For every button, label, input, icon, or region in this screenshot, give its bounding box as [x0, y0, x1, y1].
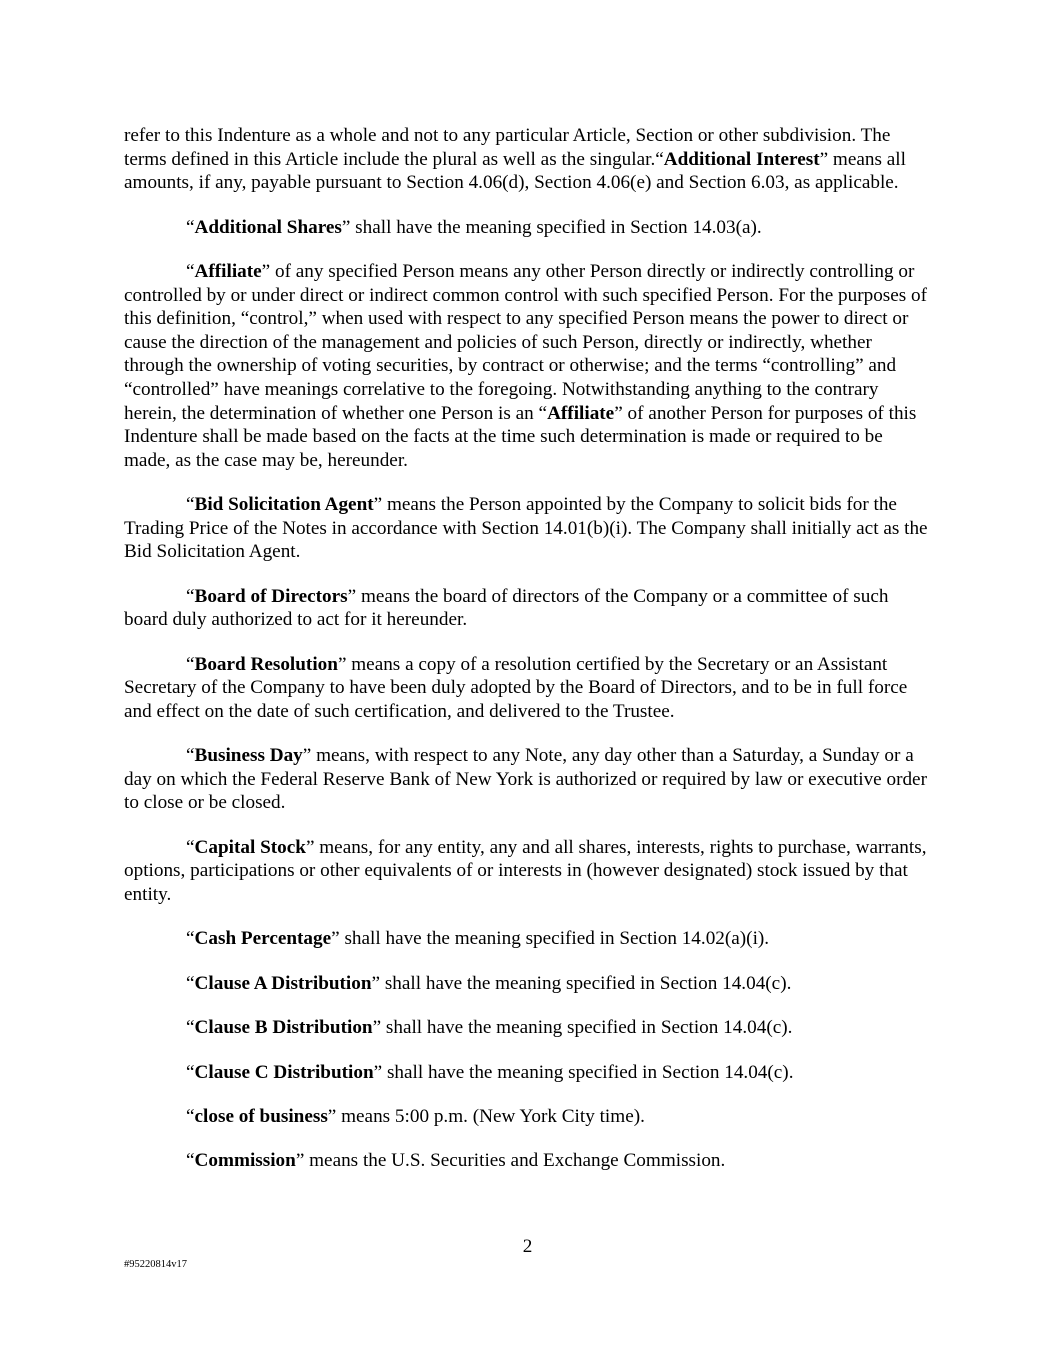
definition-clause-a-distribution: “Clause A Distribution” shall have the meaning specified in Section 14.04(c).: [186, 972, 792, 994]
intro-text-end: ” means all amounts, if any, payable pursuant to Section 4.06(d), Section 4.06(e) and Section 6.03, as applicable.: [124, 148, 906, 194]
definition-affiliate: “Affiliate” of any specified Person means any other Person directly or indirectly controlling or controlled by or under direct or indirect common control with such specified Person. For the purposes of this definition, “control,” when used with respect to any specified Person means the power to direct or cause the direction of the management and policies of such Person, directly or indirectly, whether through the ownership of voting securities, by contract or otherwise; and the terms “controlling” and “controlled” have meanings correlative to the foregoing. Notwithstanding anything to the contrary herein, the determination of whether one Person is an “Affiliate” of another Person for purposes of this Indenture shall be made based on the facts at the time such determination is made or required to be made, as the case may be, hereunder.: [124, 260, 928, 471]
definition-text: ” means the U.S. Securities and Exchange Commission.: [295, 1150, 726, 1172]
defined-term: Affiliate: [547, 402, 615, 424]
definition-cash-percentage: “Cash Percentage” shall have the meaning specified in Section 14.02(a)(i).: [186, 928, 770, 950]
defined-term: Commission: [194, 1150, 296, 1172]
defined-term: Additional Interest: [663, 148, 820, 170]
definition-text: ” shall have the meaning specified in Section 14.03(a).: [341, 216, 762, 238]
definition-text: ” means, for any entity, any and all shares, interests, rights to purchase, warrants, options, participations or other equivalents of or interests in (however designated) stock issued by that entity.: [124, 836, 927, 906]
definition-text: ” means 5:00 p.m. (New York City time).: [327, 1105, 645, 1127]
defined-term: Board Resolution: [194, 653, 338, 675]
defined-term: Cash Percentage: [194, 928, 332, 950]
document-body: [124, 124, 932, 1194]
definition-additional-shares: “Additional Shares” shall have the meaning specified in Section 14.03(a).: [186, 216, 762, 238]
definition-bid-solicitation-agent: “Bid Solicitation Agent” means the Person appointed by the Company to solicit bids for the Trading Price of the Notes in accordance with Section 14.01(b)(i). The Company shall initially act as the Bid Solicitation Agent.: [124, 494, 928, 563]
definition-text: ” means a copy of a resolution certified by the Secretary or an Assistant Secretary of the Company to have been duly adopted by the Board of Directors, and to be in full force and effect on the date of such certification, and delivered to the Trustee.: [124, 653, 908, 722]
defined-term: Clause B Distribution: [194, 1017, 373, 1039]
definition-board-of-directors: “Board of Directors” means the board of directors of the Company or a committee of such board duly authorized to act for it hereunder.: [124, 585, 889, 631]
definition-text: ” means the Person appointed by the Company to solicit bids for the Trading Price of the Notes in accordance with Section 14.01(b)(i). The Company shall initially act as the Bid Solicitation Agent.: [124, 494, 928, 563]
definition-board-resolution: “Board Resolution” means a copy of a resolution certified by the Secretary or an Assistant Secretary of the Company to have been duly adopted by the Board of Directors, and to be in full force and effect on the date of such certification, and delivered to the Trustee.: [124, 653, 908, 722]
definition-capital-stock: “Capital Stock” means, for any entity, any and all shares, interests, rights to purchase, warrants, options, participations or other equivalents of or interests in (however designated) stock issued by that entity.: [124, 836, 927, 906]
defined-term: Additional Shares: [194, 216, 342, 238]
defined-term: Capital Stock: [194, 836, 306, 858]
defined-term: Bid Solicitation Agent: [194, 494, 374, 516]
document-id: #95220814v17: [124, 1259, 187, 1270]
defined-term: Business Day: [194, 745, 303, 767]
page-number: 2: [522, 1236, 533, 1257]
definition-text: ” means the board of directors of the Company or a committee of such board duly authorized to act for it hereunder.: [124, 585, 889, 631]
definition-clause-c-distribution: “Clause C Distribution” shall have the meaning specified in Section 14.04(c).: [186, 1061, 794, 1083]
definition-text: ” shall have the meaning specified in Section 14.04(c).: [373, 1061, 794, 1083]
intro-text-start: refer to this Indenture as a whole and not to any particular Article, Section or other subdivision. The terms defined in this Article include the plural as well as the singular.“: [124, 125, 891, 170]
defined-term: close of business: [194, 1105, 328, 1127]
definition-text: ” means, with respect to any Note, any day other than a Saturday, a Sunday or a day on which the Federal Reserve Bank of New York is authorized or required by law or executive order to close or be closed.: [124, 745, 927, 814]
defined-term: Affiliate: [194, 260, 262, 282]
definition-text: ” of any specified Person means any other Person directly or indirectly controlling or controlled by or under direct or indirect common control with such specified Person. For the purposes of this definition, “control,” when used with respect to any specified Person means the power to direct or cause the direction of the management and policies of such Person, directly or indirectly, whether through the ownership of voting securities, by contract or otherwise; and the terms “controlling” and “controlled” have meanings correlative to the foregoing. Notwithstanding anything to the contrary herein, the determination of whether one Person is an “: [124, 260, 928, 424]
definition-text: ” shall have the meaning specified in Section 14.04(c).: [371, 972, 792, 994]
defined-term: Board of Directors: [194, 585, 348, 607]
definition-close-of-business: “close of business” means 5:00 p.m. (New York City time).: [186, 1105, 645, 1127]
defined-term: Clause A Distribution: [194, 972, 372, 994]
intro-paragraph: [124, 124, 932, 195]
definition-text: ” shall have the meaning specified in Section 14.04(c).: [372, 1017, 793, 1039]
definition-commission: “Commission” means the U.S. Securities and Exchange Commission.: [186, 1150, 726, 1172]
definition-business-day: “Business Day” means, with respect to any Note, any day other than a Saturday, a Sunday or a day on which the Federal Reserve Bank of New York is authorized or required by law or executive order to close or be closed.: [124, 745, 927, 814]
defined-term: Clause C Distribution: [194, 1061, 374, 1083]
definition-text: ” shall have the meaning specified in Section 14.02(a)(i).: [331, 928, 770, 950]
definition-clause-b-distribution: “Clause B Distribution” shall have the meaning specified in Section 14.04(c).: [186, 1017, 793, 1039]
definition-text: ” of another Person for purposes of this Indenture shall be made based on the facts at the time such determination is made or required to be made, as the case may be, hereunder.: [124, 402, 917, 471]
